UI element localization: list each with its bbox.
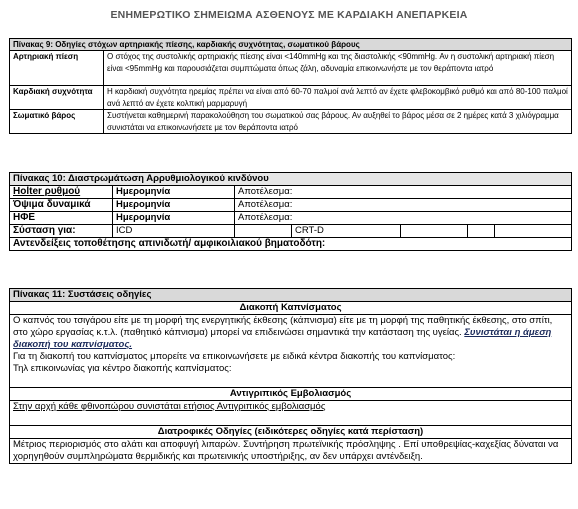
- table-row: [10, 401, 572, 426]
- recommendation-label: Σύσταση για:: [10, 225, 113, 238]
- row-label: Holter ρυθμού: [10, 186, 113, 199]
- row-text: Η καρδιακή συχνότητα ηρεμίας πρέπει να είναι από 60-70 παλμοί ανά λεπτό αν έχετε φλεβοκομβικό ρυθμό και από 80-100 παλμοί ανά λεπτό αν έχετε κολπική μαρμαρυγή: [104, 86, 572, 110]
- contraindications-label: Αντενδείξεις τοποθέτησης απινιδωτή/ αμφικοιλιακού βηματοδότη:: [10, 238, 572, 251]
- table-row: [10, 426, 572, 439]
- vaccine-text: Στην αρχή κάθε φθινοπώρου συνιστάται ετήσιος Αντιγριπικός εμβολιασμός: [13, 401, 326, 412]
- smoking-help: Για τη διακοπή του καπνίσματος μπορείτε να επικοινωνήσετε με ειδικά κέντρα διακοπής του καπνίσματος:: [13, 351, 456, 362]
- crtd-option: CRT-D: [292, 225, 401, 238]
- table-row: [10, 439, 572, 464]
- row-label: Αρτηριακή πίεση: [10, 51, 104, 86]
- empty-cell: [235, 225, 292, 238]
- result-label: Αποτέλεσμα:: [235, 186, 572, 199]
- vaccine-section: [10, 401, 572, 426]
- table-11: [9, 288, 572, 464]
- table-row: [10, 186, 572, 199]
- date-label: Ημερομηνία: [113, 199, 235, 212]
- result-label: Αποτέλεσμα:: [235, 212, 572, 225]
- date-label: Ημερομηνία: [113, 186, 235, 199]
- row-text: Συστήνεται καθημερινή παρακολούθηση του σωματικού σας βάρους. Αν αυξηθεί το βάρος μέσα σε 2 ημέρες κατά 3 χιλιόγραμμα συνιστάται να επικοινωνήσετε με τον θεράποντα ιατρό: [104, 110, 572, 134]
- row-label: Καρδιακή συχνότητα: [10, 86, 104, 110]
- smoking-text: Ο καπνός του τσιγάρου είτε με τη μορφή της ενεργητικής έκθεσης (κάπνισμα) είτε με τη μορφή της παθητικής έκθεσης, στο σπίτι, στο χώρο εργασίας κ.τ.λ. (παθητικό κάπνισμα) μπορεί να επιδεινώσει σημαντικά την κατάσταση της υγείας.: [13, 315, 553, 338]
- table-10-header: Πίνακας 10: Διαστρωμάτωση Αρρυθμιολογικού κινδύνου: [10, 173, 572, 186]
- row-label: ΗΦΕ: [10, 212, 113, 225]
- table-row: [10, 302, 572, 315]
- row-label: Σωματικό βάρος: [10, 110, 104, 134]
- table-row: [10, 225, 572, 238]
- table-9-header: Πίνακας 9: Οδηγίες στόχων αρτηριακής πίεσης, καρδιακής συχνότητας, σωματικού βάρους: [10, 39, 572, 51]
- smoking-contact: Τηλ επικοινωνίας για κέντρο διακοπής καπνίσματος:: [13, 363, 232, 374]
- result-label: Αποτέλεσμα:: [235, 199, 572, 212]
- table-row: [10, 388, 572, 401]
- row-label: Όψιμα δυναμικά: [10, 199, 113, 212]
- empty-cell: [401, 225, 468, 238]
- table-11-header: Πίνακας 11: Συστάσεις οδηγίες: [10, 289, 572, 302]
- icd-option: ICD: [113, 225, 235, 238]
- empty-cell: [495, 225, 572, 238]
- table-row: [10, 110, 572, 134]
- vaccine-title: Αντιγριπικός Εμβολιασμός: [10, 388, 572, 401]
- table-row: [10, 199, 572, 212]
- date-label: Ημερομηνία: [113, 212, 235, 225]
- table-row: [10, 212, 572, 225]
- smoking-section: [10, 315, 572, 388]
- table-9: [9, 38, 572, 134]
- row-text: Ο στόχος της συστολικής αρτηριακής πίεσης είναι <140mmHg και της διαστολικής <90mmHg. Αν η συστολική αρτηριακή πίεση είναι <95mmHg και παρουσιάζεται συμπτώματα όπως ζάλη, αδυναμία επικοινωνήστε με τον θεράποντα ιατρό: [104, 51, 572, 86]
- table-row: [10, 86, 572, 110]
- document-title: ΕΝΗΜΕΡΩΤΙΚΟ ΣΗΜΕΙΩΜΑ ΑΣΘΕΝΟΥΣ ΜΕ ΚΑΡΔΙΑΚΗ ΑΝΕΠΑΡΚΕΙΑ: [110, 9, 468, 21]
- smoking-title: Διακοπή Καπνίσματος: [10, 302, 572, 315]
- diet-text: Μέτριος περιορισμός στο αλάτι και αποφυγή λιπαρών. Συντήρηση πρωτεϊνικής πρόσληψης . Επί υποθρεψίας-καχεξίας δύναται να χορηγηθούν συμπληρώματα θερμιδικής και πρωτεινικής υποστήριξης, αν δεν υπάρχει αντένδειξη.: [10, 439, 572, 464]
- smoking-emphasis: Συνιστάται η άμεση διακοπή του καπνίσματος.: [13, 327, 552, 350]
- table-row: [10, 51, 572, 86]
- table-10: [9, 172, 572, 251]
- table-row: [10, 315, 572, 388]
- table-row: [10, 238, 572, 251]
- diet-title: Διατροφικές Οδηγίες (ειδικότερες οδηγίες κατά περίσταση): [10, 426, 572, 439]
- empty-cell: [468, 225, 495, 238]
